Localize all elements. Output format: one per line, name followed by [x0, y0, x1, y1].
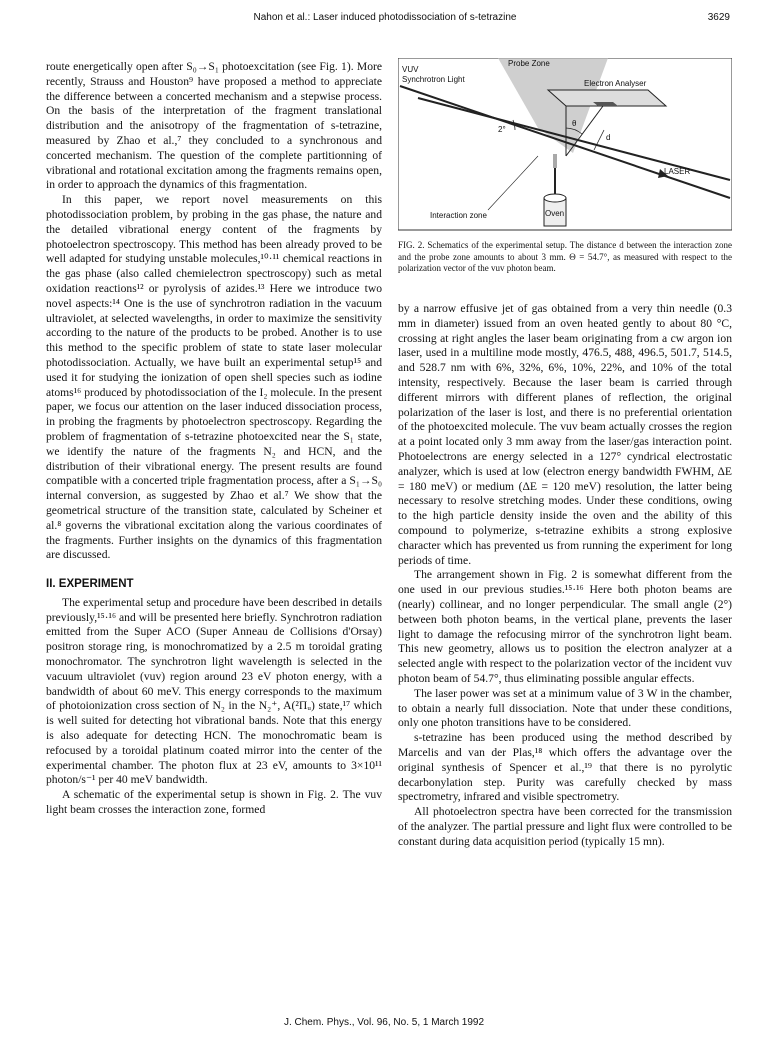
- paragraph: The arrangement shown in Fig. 2 is somewhat different from the one used in our previous studies.¹⁵·¹⁶ Here both photon beams are (nearly) collinear, and no longer perpendicular. The small angle (2°) between both photon beams, in the vertical plane, prevents the laser light to damage the refocusing mirror of the synchrotron light beam. This new geometry, allows us to position the electron analyzer at a selected angle with respect to the polarization vector of the incident vuv photon beam of 54.7°, thus eliminating possible angular effects.: [398, 568, 732, 685]
- left-column: [46, 60, 382, 818]
- paragraph: All photoelectron spectra have been corrected for the transmission of the analyzer. The partial pressure and light flux were controlled to be constant during data acquisition period (typically 15 mn).: [398, 805, 732, 848]
- right-column: [398, 302, 732, 849]
- theta-label: θ: [572, 119, 577, 128]
- angle-label: 2°: [498, 125, 506, 134]
- paragraph: A schematic of the experimental setup is shown in Fig. 2. The vuv light beam crosses the interaction zone, formed: [46, 788, 382, 817]
- analyser-label: Electron Analyser: [584, 79, 647, 88]
- page-number: 3629: [707, 12, 730, 23]
- distance-label: d: [606, 133, 611, 142]
- vuv-label: VUV: [402, 65, 419, 74]
- figure-caption: FIG. 2. Schematics of the experimental setup. The distance d between the interaction zone and the probe zone amounts to about 3 mm. Θ = 54.7°, as measured with respect to the polarization vector of the vuv photon beam.: [398, 240, 732, 273]
- laser-label: LASER: [664, 167, 691, 176]
- paragraph: The experimental setup and procedure have been described in details previously,¹⁵·¹⁶ and will be presented here briefly. Synchrotron radiation emitted from the Super ACO (Super Anneau de Collisions d'Orsay) positron storage ring, is monochromatized by a 2.5 m toroidal grating monochromator. The synchrotron light wavelength is selected in the vacuum ultraviolet (vuv) region around 23 eV photon energy, with a bandwidth of about 60 meV. This energy corresponds to the maximum of photoionization cross section of N₂ in the N₂⁺, A(²Πᵤ) state,¹⁷ which is well suited for detecting hot vibrational bands. Note that this energy is also adequate for detecting HCN. The monochromatic beam is refocused by a toroidal platinum coated mirror into the center of the experimental chamber. The photon flux at 23 eV, amounts to 3×10¹¹ photon/s⁻¹ per 40 meV bandwidth.: [46, 595, 382, 787]
- figure-setup-schematic: [398, 58, 732, 238]
- setup-diagram: [398, 58, 732, 238]
- paragraph: route energetically open after S₀→S₁ photoexcitation (see Fig. 1). More recently, Strauss and Houston⁹ have proposed a method to appreciate the difference between a concerted mechanism and a stepwise process. On the basis of the interpretation of the fragment translational distribution and the anisotropy of the fragmentation of s-tetrazine, measured by Zhao et al.,⁷ they concluded to a synchronous and concerted mechanism. The question of the complete partitionning of vibrational and rotational excitation among the fragments remains open, in order to approach the dynamics of this fragmentation.: [46, 60, 382, 192]
- oven-label: Oven: [545, 209, 565, 218]
- synchrotron-label: Synchrotron Light: [402, 75, 465, 84]
- running-header: [40, 12, 730, 28]
- running-title: Nahon et al.: Laser induced photodissociation of s-tetrazine: [253, 12, 517, 23]
- interaction-label: Interaction zone: [430, 211, 487, 220]
- journal-footer: J. Chem. Phys., Vol. 96, No. 5, 1 March 1992: [283, 1017, 485, 1028]
- paragraph: In this paper, we report novel measurements on this photodissociation problem, by probing in the gas phase, the nature and the detailed vibrational energy content of the fragments by photoelectron spectroscopy. This method has been already proved to be well adapted for studying unstable molecules,¹⁰·¹¹ chemical reactions in the gas phase (also called chemielectron spectroscopy) such as metal oxidation reactions¹² or pyrolysis of azides.¹³ Here we introduce two novel aspects:¹⁴ One is the use of synchrotron radiation in the vacuum ultraviolet, at selected wavelengths, in order to maximize the sensitivity according to the nature of the products to be probed. Another is to use this method to the specific problem of state to state laser molecular photodissociation. Actually, we have built an experimental setup¹⁵ and used it for studying the ionization of open shell species such as iodine atoms¹⁶ produced by photodissociation of the I₂ molecule. In the present paper, we focus our attention on the laser induced dissociation process, in probing the fragments by photoelectron spectroscopy. Regarding the problem of fragmentation of s-tetrazine photoexcited near the S₁ state, we identify the nature of the fragments N₂ and HCN, and the distribution of their vibrational energy. The present results are found compatible with a concerted triple fragmentation process, after a S₁→S₀ internal conversion, as suggested by Zhao et al.⁷ We show that the geometrical structure of the transition state, calculated by Scheiner et al.⁸ governs the vibrational excitation along the various coordinates of the fragments. Further insights on the dynamics of this fragmentation are discussed.: [46, 193, 382, 562]
- paragraph: by a narrow effusive jet of gas obtained from a very thin needle (0.3 mm in diameter) issued from an oven heated gently to about 80 °C, crossing at right angles the laser beam originating from a cw argon ion laser, used in a multiline mode mostly, 476.5, 488, 496.5, 501.7, 514.5, and 528.7 nm with 6%, 32%, 6%, 10%, 22%, and 10% of the total intensity, respectively. Because the laser beam is carried through different mirrors with different planes of reflection, the original polarization of the laser is lost, and there is no preferential orientation of the photoexcited molecule. The vuv beam actually crosses the region at a point located only 3 mm away from the laser/gas interaction point. Photoelectrons are energy selected in a 127° cyndrical electrostatic analyzer, which is used at low (electron energy bandwidth FWHM, ΔE = 180 meV) or medium (ΔE = 120 meV) resolution, the latter being necessary to resolve stretching modes. Under these conditions, owing to the high particle density inside the oven and the ability of this compound to polymerize, s-tetrazine exhibits a strong explosive character which has prevented us from running the experiment for long periods of time.: [398, 302, 732, 567]
- paragraph: s-tetrazine has been produced using the method described by Marcelis and van der Plas,¹⁸ which offers the advantage over the original synthesis of Spencer et al.,¹⁹ that there is no pyrolytic decarbonylation step. Purity was carefully checked by mass spectrometry, infrared and visible spectrometry.: [398, 731, 732, 804]
- oven-top: [544, 194, 566, 202]
- probe-zone-label: Probe Zone: [508, 59, 550, 68]
- paragraph: The laser power was set at a minimum value of 3 W in the chamber, to obtain a nearly full dissociation. Note that under these conditions, only one photon transitions have to be considered.: [398, 686, 732, 730]
- section-heading: II. EXPERIMENT: [46, 578, 134, 591]
